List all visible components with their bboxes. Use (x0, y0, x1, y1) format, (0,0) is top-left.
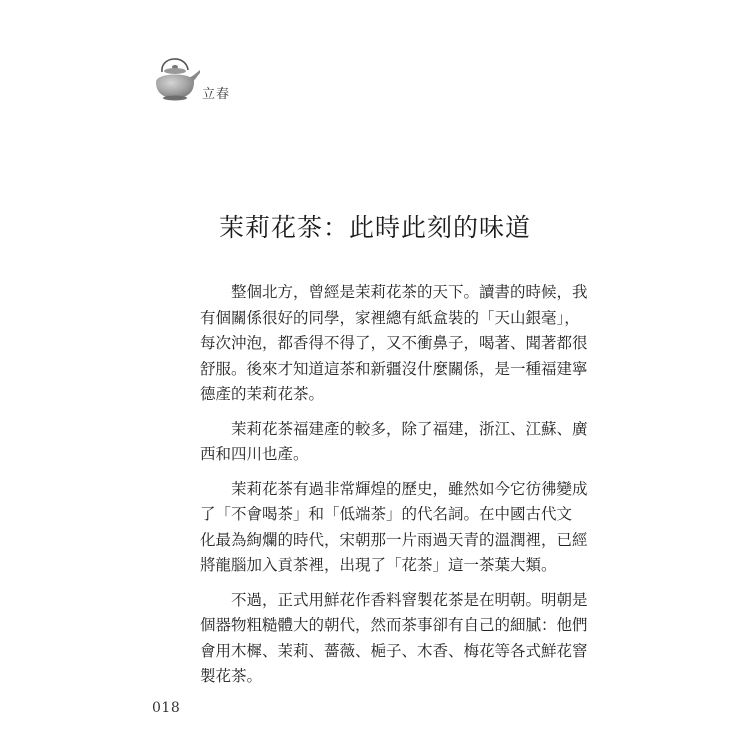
article-title: 茉莉花茶：此時此刻的味道 (218, 213, 531, 242)
text-line: 不過，正式用鮮花作香料窨製花茶是在明朝。明朝是 (231, 590, 588, 609)
text-line: 製花茶。 (200, 667, 263, 685)
page-number: 018 (152, 700, 181, 716)
section-label: 立春 (202, 87, 231, 102)
article-body (200, 280, 588, 699)
text-line: 舒服。後來才知道這茶和新疆沒什麼關係，是一種福建寧 (200, 359, 588, 378)
text-line: 茉莉花茶有過非常輝煌的歷史，雖然如今它彷彿變成 (231, 479, 588, 498)
paragraph (200, 280, 588, 408)
text-line: 西和四川也產。 (200, 445, 309, 463)
text-line: 德產的茉莉花茶。 (200, 385, 325, 403)
text-line: 了「不會喝茶」和「低端茶」的代名詞。在中國古代文 (200, 505, 573, 523)
text-line: 個器物粗糙體大的朝代，然而茶事卻有自己的細膩：他們 (200, 616, 588, 634)
chapter-header (150, 50, 202, 104)
text-line: 會用木樨、茉莉、薔薇、梔子、木香、梅花等各式鮮花窨 (200, 641, 588, 660)
text-line: 化最為絢爛的時代，宋朝那一片雨過天青的溫潤裡，已經 (200, 530, 588, 549)
paragraph (200, 588, 588, 690)
paragraph (200, 477, 588, 579)
text-line: 茉莉花茶福建產的較多，除了福建，浙江、江蘇、廣 (231, 419, 588, 438)
text-line: 整個北方，曾經是茉莉花茶的天下。讀書的時候，我 (231, 283, 588, 301)
text-line: 將龍腦加入貢茶裡，出現了「花茶」這一茶葉大類。 (200, 556, 557, 574)
text-line: 每次沖泡，都香得不得了，又不衝鼻子，喝著、聞著都很 (200, 334, 588, 352)
paragraph (200, 417, 588, 468)
teapot-icon (150, 50, 202, 104)
text-line: 有個關係很好的同學，家裡總有紙盒裝的「天山銀毫」， (200, 308, 580, 327)
